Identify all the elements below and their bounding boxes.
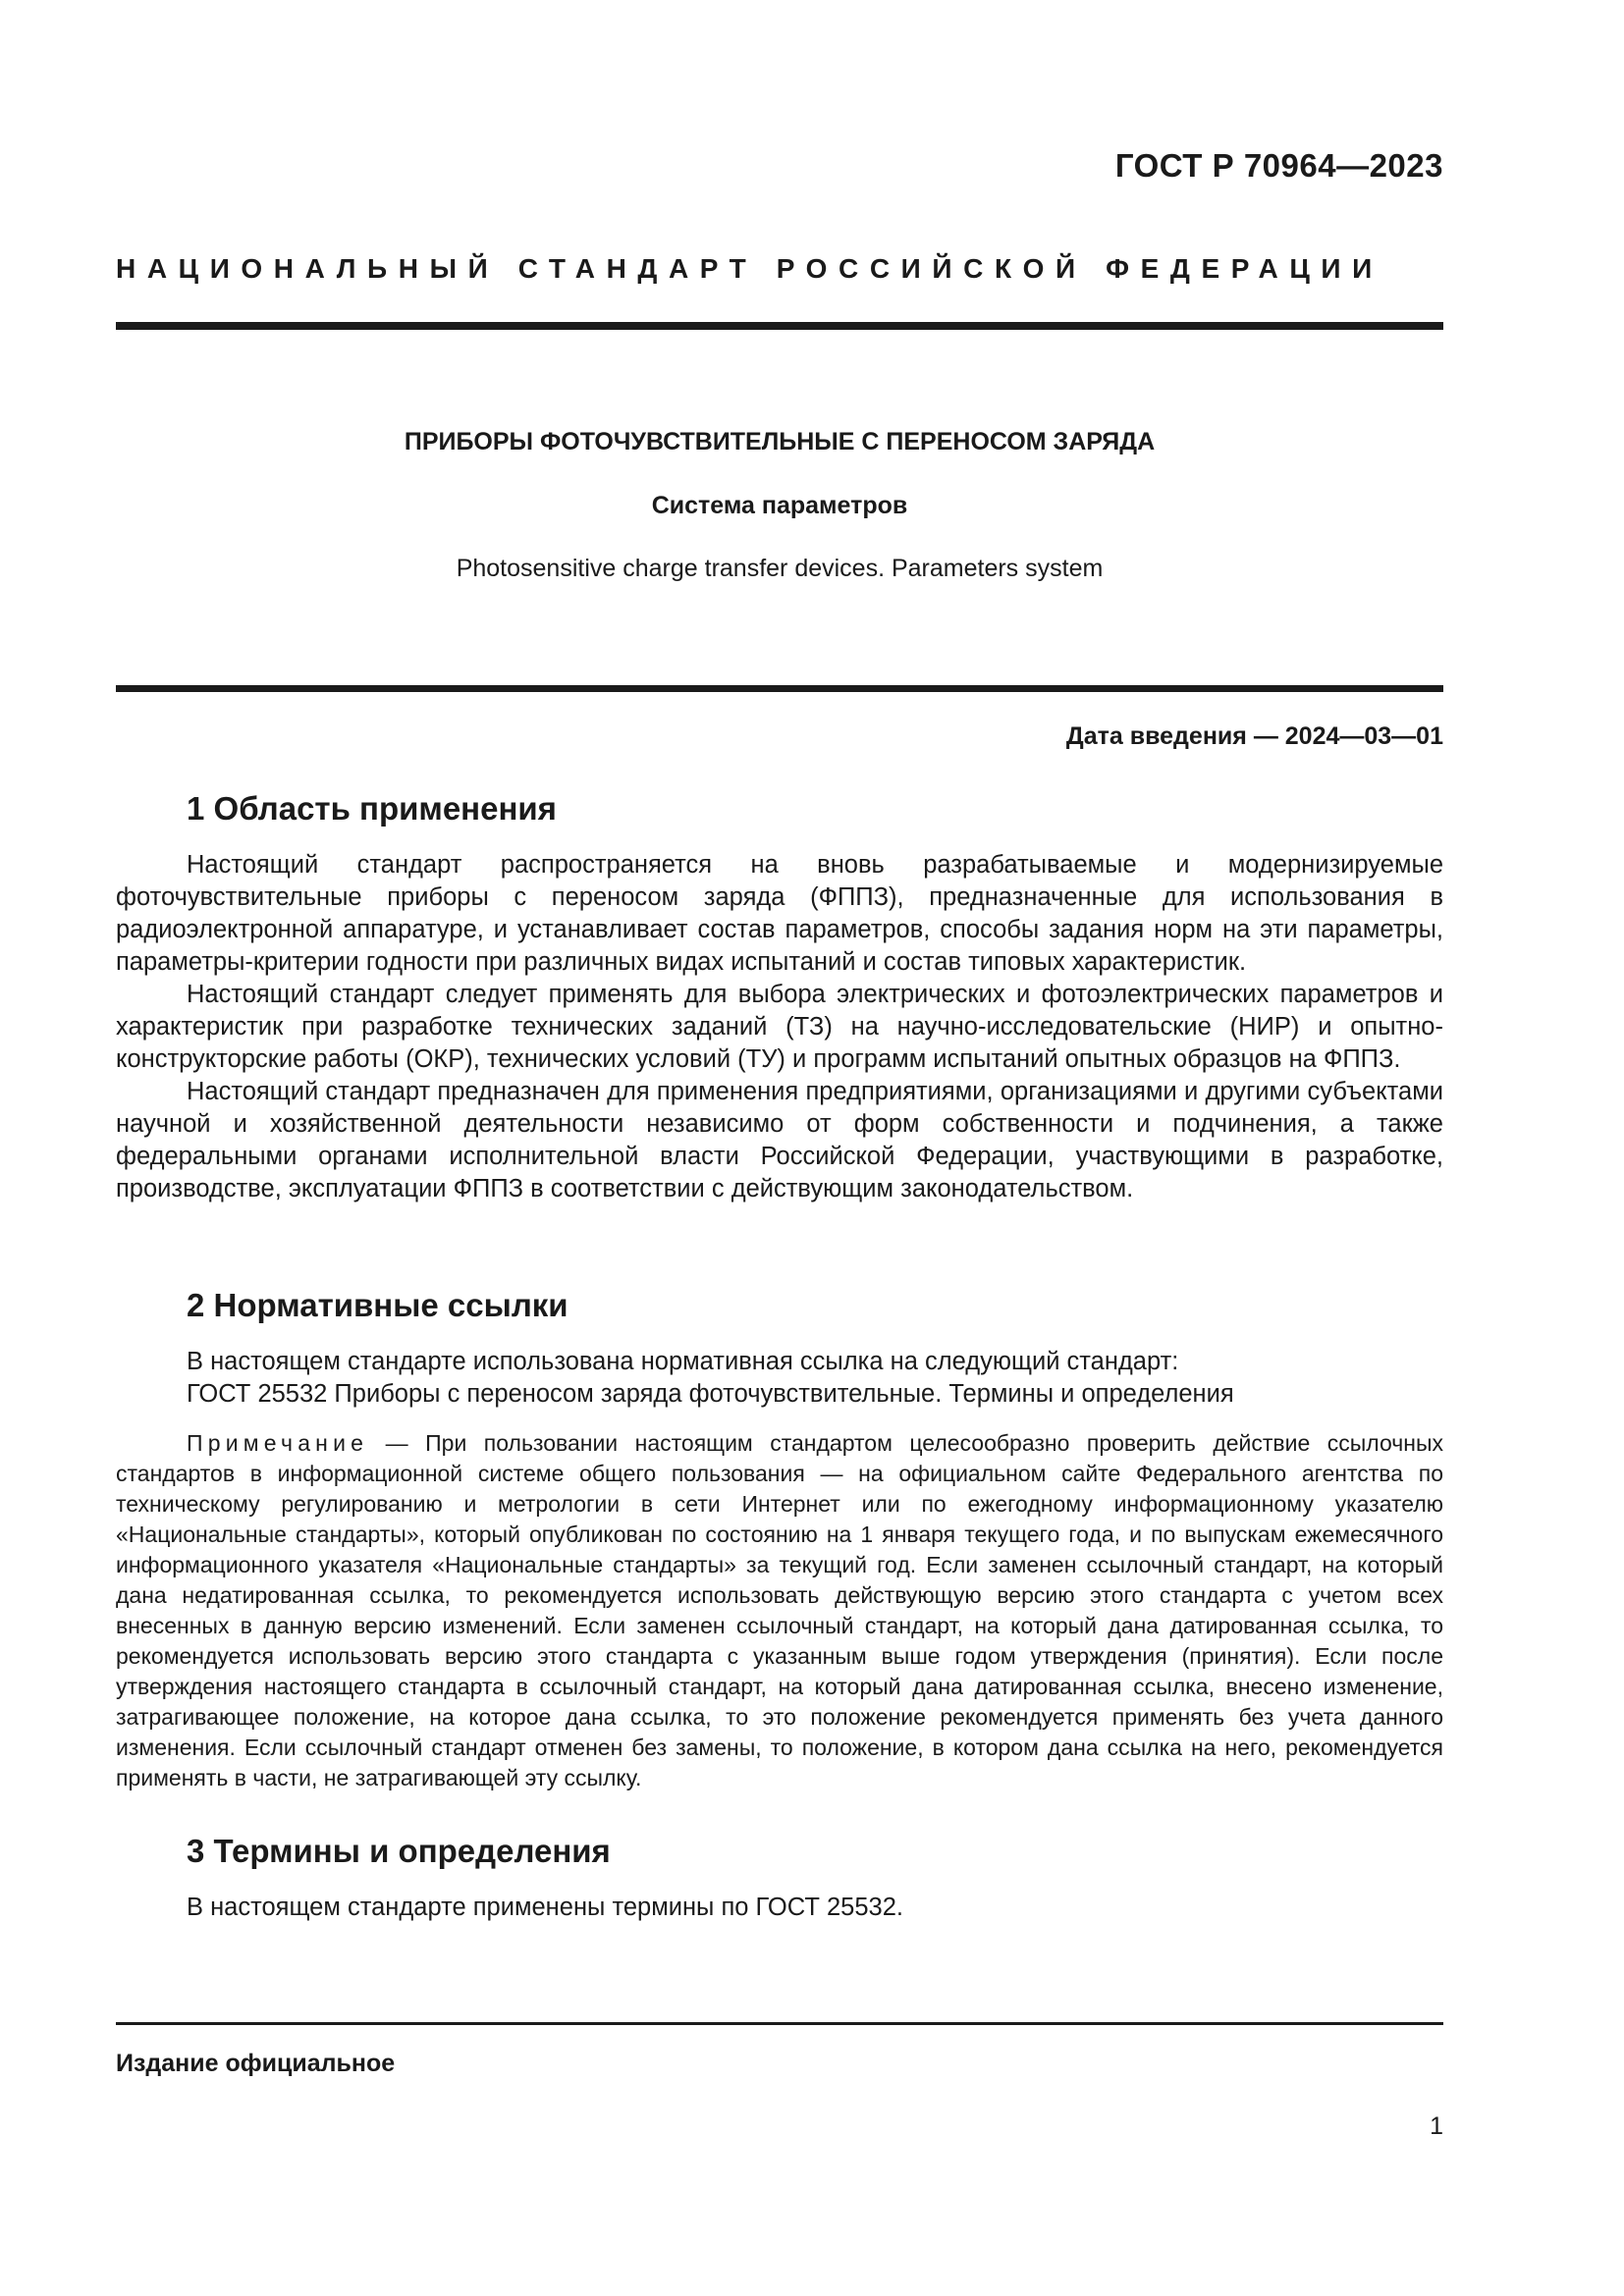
page-number: 1 <box>1430 2112 1443 2140</box>
footer-divider <box>116 2022 1443 2025</box>
document-english-title: Photosensitive charge transfer devices. Parameters system <box>456 555 1104 582</box>
section-3-paragraph: В настоящем стандарте применены термины по ГОСТ 25532. <box>187 1894 903 1921</box>
section-2-note <box>116 1428 1443 1793</box>
gost-number: ГОСТ Р 70964—2023 <box>1114 147 1443 184</box>
introduction-date: Дата введения — 2024—03—01 <box>1065 722 1443 750</box>
section-2-reference: ГОСТ 25532 Приборы с переносом заряда фоточувствительные. Термины и определения <box>187 1380 1234 1408</box>
section-3-body <box>116 1892 1443 1924</box>
section-1-paragraph: Настоящий стандарт распространяется на вновь разрабатываемые и модернизируемые фоточувствительные приборы с переносом заряда (ФППЗ), предназначенные для использования в радиоэлектронной аппаратуре, и устанавливает состав параметров, способы задания норм на эти параметры, параметры-критерии годности при различных видах испытаний и состав типовых характеристик. <box>116 851 1443 976</box>
section-1-heading: 1 Область применения <box>187 790 557 827</box>
note-label: Примечание <box>187 1430 369 1456</box>
section-2-paragraph: В настоящем стандарте использована нормативная ссылка на следующий стандарт: <box>187 1348 1179 1375</box>
document-title: ПРИБОРЫ ФОТОЧУВСТВИТЕЛЬНЫЕ С ПЕРЕНОСОМ ЗАРЯДА <box>404 428 1156 455</box>
edition-label: Издание официальное <box>116 2050 396 2077</box>
section-1-body <box>116 849 1443 1205</box>
section-2-body <box>116 1346 1443 1411</box>
section-1-paragraph: Настоящий стандарт предназначен для применения предприятиями, организациями и другими субъектами научной и хозяйственной деятельности независимо от форм собственности и подчинения, а также федеральными органами исполнительной власти Российской Федерации, участвующими в разработке, производстве, эксплуатации ФППЗ в соответствии с действующим законодательством. <box>116 1078 1443 1202</box>
national-standard-heading: НАЦИОНАЛЬНЫЙ СТАНДАРТ РОССИЙСКОЙ ФЕДЕРАЦИИ <box>116 253 1383 284</box>
document-subtitle: Система параметров <box>651 492 908 519</box>
section-3-heading: 3 Термины и определения <box>187 1833 611 1869</box>
top-divider <box>116 322 1443 330</box>
section-1-paragraph: Настоящий стандарт следует применять для выбора электрических и фотоэлектрических параметров и характеристик при разработке технических заданий (ТЗ) на научно-исследовательские (НИР) и опытно-конструкторские работы (ОКР), технических условий (ТУ) и программ испытаний опытных образцов на ФППЗ. <box>116 981 1443 1073</box>
title-divider <box>116 685 1443 692</box>
note-text: — При пользовании настоящим стандартом целесообразно проверить действие ссылочных стандартов в информационной системе общего пользования — на официальном сайте Федерального агентства по техническому регулированию и метрологии в сети Интернет или по ежегодному информационному указателю «Национальные стандарты», который опубликован по состоянию на 1 января текущего года, и по выпускам ежемесячного информационного указателя «Национальные стандарты» за текущий год. Если заменен ссылочный стандарт, на который дана недатированная ссылка, то рекомендуется использовать действующую версию этого стандарта с учетом всех внесенных в данную версию изменений. Если заменен ссылочный стандарт, на который дана датированная ссылка, то рекомендуется использовать версию этого стандарта с указанным выше годом утверждения (принятия). Если после утверждения настоящего стандарта в ссылочный стандарт, на который дана датированная ссылка, внесено изменение, затрагивающее положение, на которое дана ссылка, то это положение рекомендуется применять без учета данного изменения. Если ссылочный стандарт отменен без замены, то положение, в котором дана ссылка на него, рекомендуется применять в части, не затрагивающей эту ссылку. <box>116 1430 1443 1790</box>
section-2-heading: 2 Нормативные ссылки <box>187 1287 568 1323</box>
